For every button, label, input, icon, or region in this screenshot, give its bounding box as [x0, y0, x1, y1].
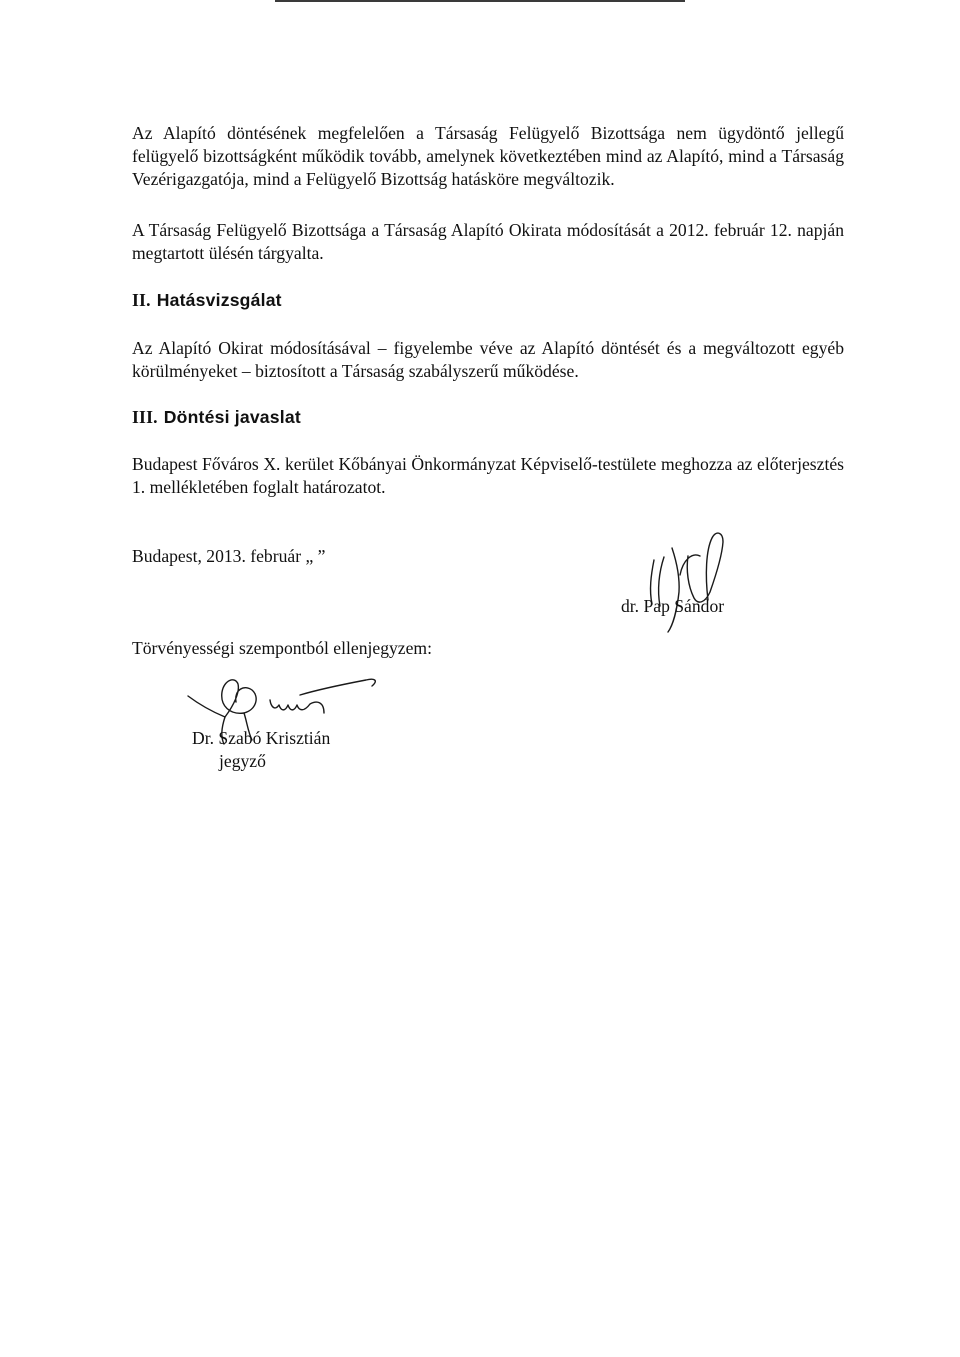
section-title: Döntési javaslat: [163, 407, 301, 427]
section-title: Hatásvizsgálat: [156, 290, 282, 310]
paragraph-impact-assessment: Az Alapító Okirat módosításával – figyelembe véve az Alapító döntését és a megváltozott egyéb körülményeket – biztosított a Társaság szabályszerű működése.: [132, 338, 844, 381]
paragraph-decision-proposal: Budapest Főváros X. kerület Kőbányai Önkormányzat Képviselő-testülete meghozza az előterjesztés 1. mellékletében foglalt határozatot.: [132, 454, 844, 497]
countersign-label: Törvényességi szempontból ellenjegyzem:: [132, 638, 432, 658]
signatory-name: dr. Pap Sándor: [621, 596, 725, 616]
paragraph-board-meeting: A Társaság Felügyelő Bizottsága a Társaság Alapító Okirata módosítását a 2012. február 12. napján megtartott ülésén tárgyalta.: [132, 220, 844, 263]
date-line: Budapest, 2013. február „ ”: [132, 546, 326, 566]
section-number: II.: [132, 290, 151, 310]
notary-name: Dr. Szabó Krisztián: [192, 728, 331, 748]
notary-title: jegyző: [219, 751, 266, 771]
paragraph-supervisory-board: Az Alapító döntésének megfelelően a Társaság Felügyelő Bizottsága nem ügydöntő jellegű felügyelő bizottságként működik tovább, amelynek következtében mind az Alapító, mind a Társaság Vezérigazgatója, mind a Felügyelő Bizottság hatásköre megváltozik.: [132, 123, 844, 189]
section-number: III.: [132, 407, 158, 427]
